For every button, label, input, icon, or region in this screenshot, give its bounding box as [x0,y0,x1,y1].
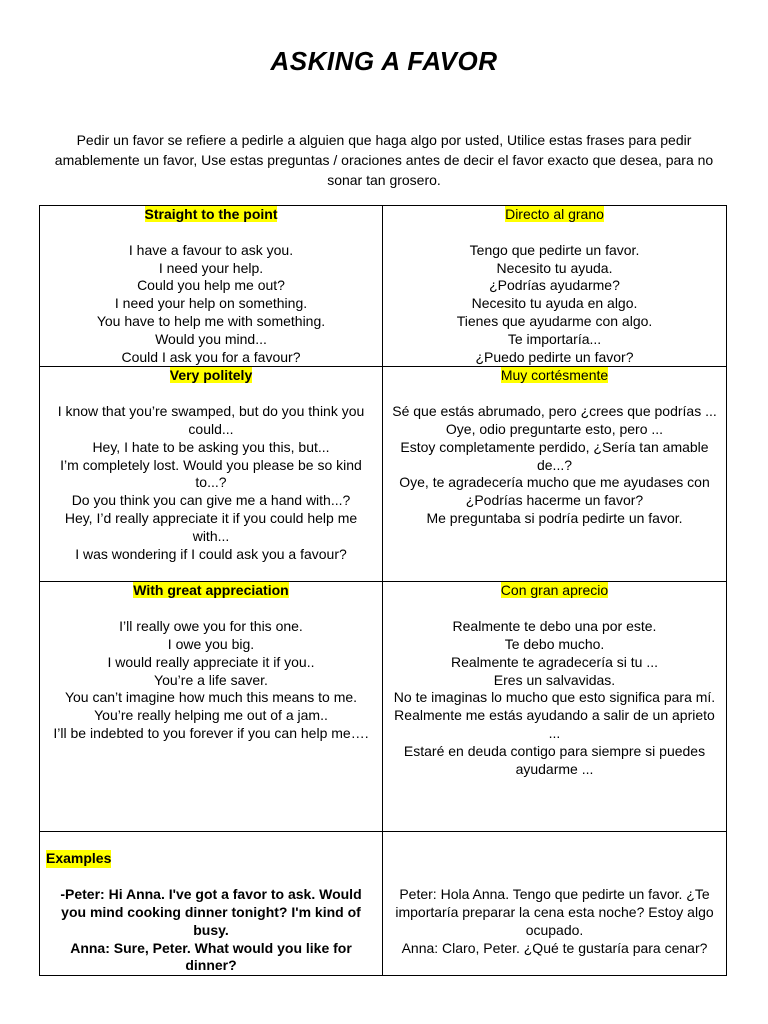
section-heading: Very politely [169,367,253,384]
phrase-line: You have to help me with something. [96,312,326,329]
examples-spanish-cell [383,832,727,976]
section-heading: Directo al grano [505,206,604,222]
example-dialogue [389,886,720,957]
english-cell [40,367,383,582]
phrase-line: Do you think you can give me a hand with...? [71,492,351,509]
phrase-line: Eres un salvavidas. [493,671,616,688]
spanish-cell [383,582,727,832]
phrase-list [389,242,720,367]
phrase-line: Realmente me estás ayudando a salir de un aprieto ... [394,707,715,741]
dialogue-line: Anna: Claro, Peter. ¿Qué te gustaría para cenar? [401,939,708,956]
phrase-line: You’re a life saver. [154,671,268,688]
phrase-line: Hey, I’d really appreciate it if you could help me with... [64,509,358,544]
phrase-line: Sé que estás abrumado, pero ¿crees que podrías ... [392,403,717,420]
phrase-line: Tengo que pedirte un favor. [469,241,640,258]
dialogue-line: Peter: Hola Anna. Tengo que pedirte un favor. ¿Te importaría preparar la cena esta noche? Estoy algo ocupado. [395,886,714,938]
phrase-line: Te debo mucho. [504,635,605,652]
phrase-list [389,403,720,528]
phrase-line: I need your help. [158,259,264,276]
examples-english-cell [40,832,383,976]
phrase-line: I would really appreciate it if you.. [107,653,315,670]
spanish-cell [383,206,727,367]
phrase-line: Me preguntaba si podría pedirte un favor. [426,509,683,526]
phrase-list [46,618,376,743]
phrase-line: Estaré en deuda contigo para siempre si puedes ayudarme ... [403,742,706,777]
phrases-table [39,205,727,976]
phrase-line: Oye, te agradecería mucho que me ayudases con [399,474,710,491]
example-dialogue [46,886,376,975]
phrase-line: Realmente te debo una por este. [452,618,657,635]
phrase-line: ¿Podrías ayudarme? [489,277,620,294]
phrase-line: Estoy completamente perdido, ¿Sería tan amable de...? [400,438,709,473]
phrase-line: I know that you’re swamped, but do you think you could... [57,403,365,437]
phrase-line: I have a favour to ask you. [128,241,294,258]
phrase-line: ¿Podrías hacerme un favor? [465,492,644,509]
phrase-line: Necesito tu ayuda. [496,259,613,276]
phrase-list [46,403,376,563]
phrase-line: ¿Puedo pedirte un favor? [475,348,634,365]
page-title: ASKING A FAVOR [270,46,498,76]
phrase-list [46,242,376,367]
table-row [40,832,727,976]
phrase-line: I need your help on something. [114,295,308,312]
spanish-cell [383,367,727,582]
phrase-line: I’ll be indebted to you forever if you can help me…. [53,724,369,741]
examples-heading: Examples [46,850,112,867]
phrase-line: You can’t imagine how much this means to me. [64,689,358,706]
phrase-line: I owe you big. [167,635,255,652]
section-heading: With great appreciation [133,582,289,599]
section-heading: Con gran aprecio [500,582,609,599]
phrase-line: You’re really helping me out of a jam.. [94,707,328,724]
section-heading: Straight to the point [144,206,278,222]
dialogue-line: Anna: Sure, Peter. What would you like for dinner? [70,939,352,974]
phrase-line: Could I ask you for a favour? [121,348,301,365]
phrase-line: Would you mind... [155,330,267,347]
english-cell [40,206,383,367]
phrase-line: I’ll really owe you for this one. [119,618,303,635]
phrase-list [389,618,720,778]
dialogue-line: -Peter: Hi Anna. I've got a favor to ask. Would you mind cooking dinner tonight? I'm kind of busy. [60,886,362,938]
phrase-line: I was wondering if I could ask you a favour? [75,545,347,562]
table-row [40,582,727,832]
phrase-line: No te imaginas lo mucho que esto significa para mí. [393,689,716,706]
intro-paragraph: Pedir un favor se refiere a pedirle a alguien que haga algo por usted, Utilice estas frases para pedir amablemente un favor, Use estas preguntas / oraciones antes de decir el favor exacto que desea, para no sonar tan grosero. [54,132,714,188]
phrase-line: Necesito tu ayuda en algo. [471,295,638,312]
english-cell [40,582,383,832]
phrase-line: Hey, I hate to be asking you this, but... [92,438,330,455]
section-heading: Muy cortésmente [500,367,609,384]
phrase-line: Tienes que ayudarme con algo. [456,312,653,329]
phrase-line: Could you help me out? [137,277,285,294]
table-row [40,206,727,367]
table-row [40,367,727,582]
phrase-line: I’m completely lost. Would you please be so kind to...? [60,456,362,491]
phrase-line: Te importaría... [507,330,602,347]
phrase-line: Realmente te agradecería si tu ... [451,653,658,670]
phrase-line: Oye, odio preguntarte esto, pero ... [445,420,664,437]
